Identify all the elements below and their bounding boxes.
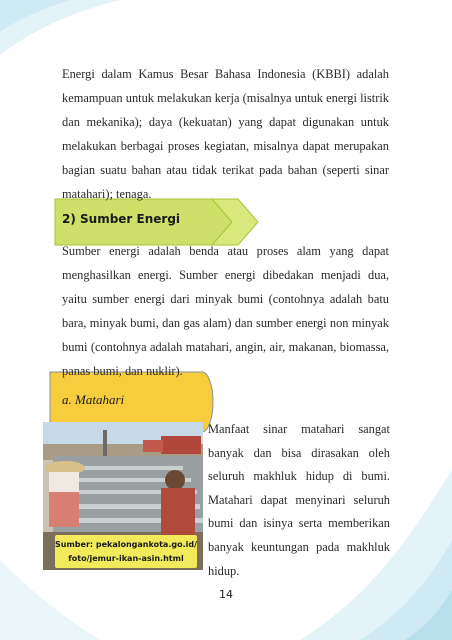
subsection-paragraph: Manfaat sinar matahari sangat banyak dan bisa dirasakan oleh seluruh makhluk hidup di bumi. Matahari dapat menyinari seluruh bumi dan isinya serta memberikan banyak keuntungan pada makhluk hidup. [208, 422, 390, 578]
intro-paragraph: Energi dalam Kamus Besar Bahasa Indonesia (KBBI) adalah kemampuan untuk melakukan kerja (misalnya untuk energi listrik dan mekanika); daya (kekuatan) yang dapat digunakan untuk melakukan berbagai proses kegiatan, misalnya dapat merupakan bagian suatu bahan atau tidak terikat pada bahan (seperti sinar matahari); tenaga. [62, 67, 389, 201]
subsection-title: a. Matahari [62, 392, 125, 407]
section-paragraph: Sumber energi adalah benda atau proses alam yang dapat menghasilkan energi. Sumber energi dibedakan menjadi dua, yaitu sumber energi dari minyak bumi (contohnya adalah batu bara, minyak bumi, dan gas alam) dan sumber energi non minyak bumi (contohnya adalah matahari, angin, air, makanan, biomassa, panas bumi, dan nuklir). [62, 244, 389, 378]
photo-caption [55, 535, 197, 568]
caption-line-2: foto/jemur-ikan-asin.html [68, 554, 184, 563]
page-number: 14 [219, 588, 233, 601]
section-title: 2) Sumber Energi [62, 212, 181, 226]
caption-line-1: Sumber: pekalongankota.go.id/ [55, 540, 198, 549]
